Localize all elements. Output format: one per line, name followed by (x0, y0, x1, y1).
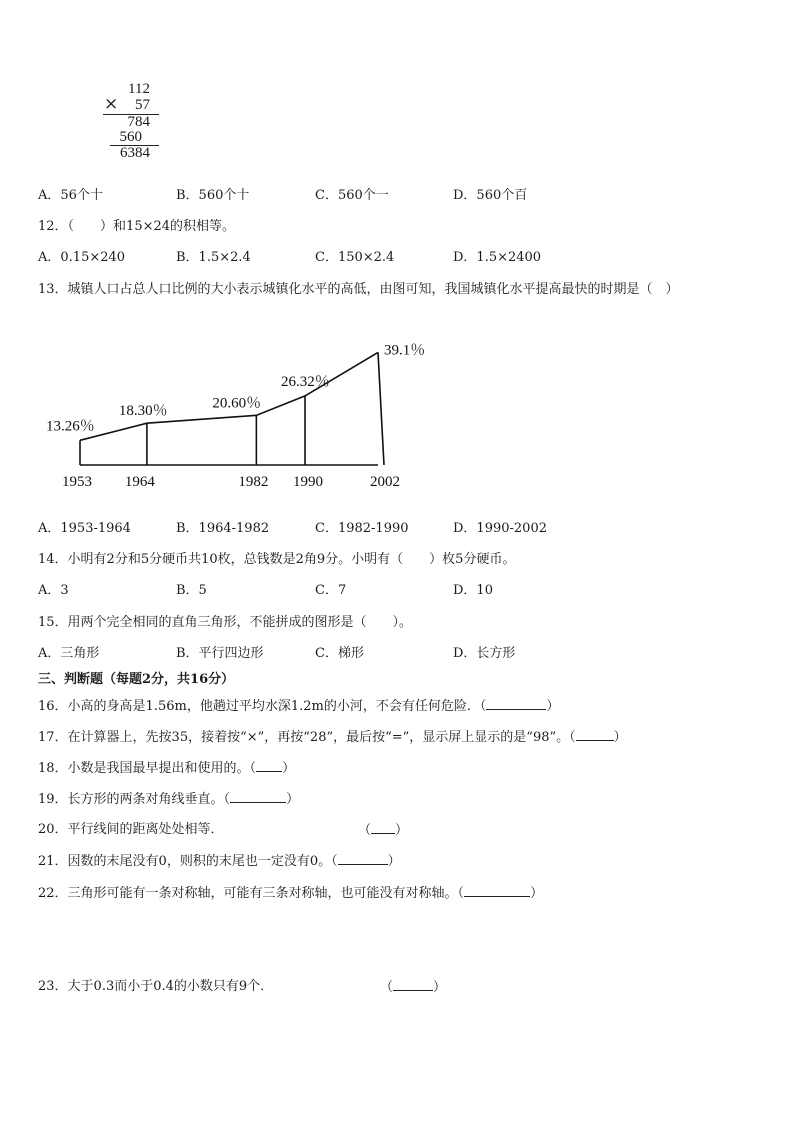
q11-option-b[interactable]: B．560个十 (176, 188, 250, 203)
q11-option-d[interactable]: D．560个百 (453, 188, 528, 203)
q14-option-b[interactable]: B．5 (176, 583, 207, 598)
q16-close: ） (546, 699, 560, 714)
q15-option-c[interactable]: C．梯形 (315, 646, 364, 661)
q20-number: 20． (38, 822, 68, 837)
chart-x-tick-1953: 1953 (62, 474, 92, 490)
section-3-heading: 三、判断题（每题2分，共16分） (38, 672, 235, 687)
q23-open: （ (380, 980, 394, 995)
q13-stem: 城镇人口占总人口比例的大小表示城镇化水平的高低，由图可知，我国城镇化水平提高最快的时期是（ ） (67, 282, 679, 297)
q14-option-c[interactable]: C．7 (315, 583, 347, 598)
q12-number: 12． (38, 219, 68, 234)
q19-question (38, 791, 299, 808)
q22-answer-blank[interactable] (464, 885, 530, 897)
q23-number: 23． (38, 979, 68, 994)
q16-text: 小高的身高是1.56m，他趟过平均水深1.2m的小河，不会有任何危险．（ (67, 699, 487, 714)
q19-answer-blank[interactable] (230, 791, 286, 803)
chart-data-label-2002: 39.1％ (384, 342, 426, 359)
q18-question (38, 760, 295, 777)
q14-question (38, 552, 515, 568)
q22-close: ） (530, 886, 544, 901)
chart-x-tick-2002: 2002 (370, 474, 400, 490)
q19-number: 19． (38, 792, 68, 807)
q21-text: 因数的末尾没有0，则积的末尾也一定没有0。（ (67, 854, 338, 869)
q15-option-b[interactable]: B．平行四边形 (176, 646, 264, 661)
q15-option-a[interactable]: A．三角形 (38, 646, 100, 661)
q20-answer-blank[interactable] (371, 822, 395, 834)
chart-data-label-1982: 20.60％ (212, 395, 262, 412)
q22-question (38, 885, 543, 902)
q13-option-c[interactable]: C．1982-1990 (315, 521, 409, 536)
q20-open: （ (358, 823, 372, 838)
q17-number: 17． (38, 730, 68, 745)
chart-data-label-1964: 18.30％ (118, 403, 168, 420)
q23-question (38, 979, 273, 995)
chart-x-tick-1982: 1982 (238, 474, 269, 490)
chart-x-tick-1964: 1964 (124, 474, 155, 490)
q12-question (38, 219, 235, 235)
q12-option-d[interactable]: D．1.5×2400 (453, 250, 542, 265)
q21-close: ） (387, 854, 401, 869)
q15-number: 15． (38, 615, 68, 630)
q17-text: 在计算器上，先按35，接着按“×”，再按“28”，最后按“=”，显示屏上显示的是“98”。（ (67, 730, 576, 745)
q13-option-b[interactable]: B．1964-1982 (176, 521, 270, 536)
q11-option-c[interactable]: C．560个一 (315, 188, 389, 203)
q21-answer-blank[interactable] (338, 853, 388, 865)
partial-product-2: 560 (119, 129, 142, 145)
q20-close: ） (395, 823, 409, 838)
chart-x-tick-1990: 1990 (293, 474, 324, 490)
q16-number: 16． (38, 699, 68, 714)
q18-close: ） (282, 761, 296, 776)
q17-question (38, 729, 627, 746)
q15-question (38, 615, 412, 631)
q13-question (38, 282, 679, 298)
q22-text: 三角形可能有一条对称轴，可能有三条对称轴，也可能没有对称轴。（ (67, 886, 465, 901)
q23-text: 大于0.3而小于0.4的小数只有9个． (67, 979, 274, 994)
q12-option-c[interactable]: C．150×2.4 (315, 250, 395, 265)
q14-option-a[interactable]: A．3 (38, 583, 69, 598)
q23-answer (380, 979, 446, 996)
multiply-sign: × (104, 94, 119, 114)
q18-number: 18． (38, 761, 68, 776)
q12-option-a[interactable]: A．0.15×240 (38, 250, 126, 265)
q23-answer-blank[interactable] (393, 979, 433, 991)
q19-close: ） (286, 792, 300, 807)
q19-text: 长方形的两条对角线垂直。（ (67, 792, 231, 807)
q21-number: 21． (38, 854, 68, 869)
q14-number: 14． (38, 552, 68, 567)
q20-answer (358, 822, 408, 839)
q20-question (38, 822, 224, 838)
q18-text: 小数是我国最早提出和使用的。（ (67, 761, 257, 776)
q22-number: 22． (38, 886, 68, 901)
q18-answer-blank[interactable] (256, 760, 282, 772)
q16-question (38, 698, 559, 715)
q16-answer-blank[interactable] (486, 698, 546, 710)
q12-stem: （ ）和15×24的积相等。 (67, 219, 236, 234)
partial-product-1: 784 (127, 114, 150, 130)
multiplier: 57 (135, 97, 150, 113)
q13-number: 13． (38, 282, 68, 297)
q17-answer-blank[interactable] (576, 729, 614, 741)
chart-data-label-1990: 26.32％ (281, 373, 330, 390)
final-product: 6384 (120, 145, 150, 161)
q15-stem: 用两个完全相同的直角三角形，不能拼成的图形是（ ）。 (67, 615, 413, 630)
q13-option-a[interactable]: A．1953-1964 (38, 521, 131, 536)
q15-option-d[interactable]: D．长方形 (453, 646, 516, 661)
q23-close: ） (433, 980, 447, 995)
q14-option-d[interactable]: D．10 (453, 583, 493, 598)
q13-option-d[interactable]: D．1990-2002 (453, 521, 547, 536)
q21-question (38, 853, 401, 870)
chart-data-label-1953: 13.26％ (46, 418, 95, 435)
chart-layer (46, 342, 425, 490)
multiplicand: 112 (128, 81, 150, 97)
q11-option-a[interactable]: A．56个十 (38, 188, 103, 203)
q17-close: ） (613, 730, 627, 745)
q14-stem: 小明有2分和5分硬币共10枚，总钱数是2角9分。小明有（ ）枚5分硬币。 (67, 552, 516, 567)
q12-option-b[interactable]: B．1.5×2.4 (176, 250, 251, 265)
q20-text: 平行线间的距离处处相等． (67, 822, 224, 837)
urbanization-chart (0, 320, 460, 500)
chart-vertical-2002 (378, 352, 384, 465)
